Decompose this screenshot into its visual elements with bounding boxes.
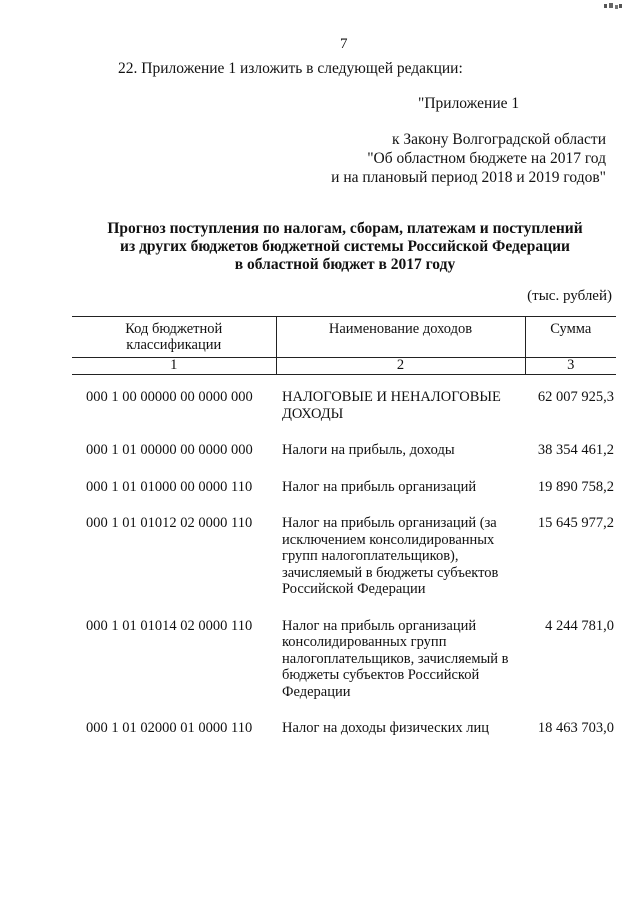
row-code: 000 1 01 02000 01 0000 110 xyxy=(86,720,253,736)
revenue-table xyxy=(72,316,616,737)
row-code: 000 1 01 01012 02 0000 110 xyxy=(86,515,253,531)
row-code: 000 1 00 00000 00 0000 000 xyxy=(86,389,253,405)
row-name: Налог на прибыль организаций (за исключением консолидированных групп налогоплательщиков), зачисляемый в бюджеты субъектов Российской Федерации xyxy=(282,515,499,597)
table-row xyxy=(72,720,616,737)
row-name: Налог на доходы физических лиц xyxy=(282,720,490,736)
column-number: 2 xyxy=(276,358,525,375)
row-name: Налог на прибыль организаций xyxy=(282,478,477,495)
row-sum: 62 007 925,3 xyxy=(537,389,614,405)
row-code: 000 1 01 00000 00 0000 000 xyxy=(86,442,253,458)
row-code: 000 1 01 01014 02 0000 110 xyxy=(86,617,253,634)
row-name: НАЛОГОВЫЕ И НЕНАЛОГОВЫЕ ДОХОДЫ xyxy=(282,389,501,422)
header-name: Наименование доходов xyxy=(276,317,525,358)
units-label: (тыс. рублей) xyxy=(527,288,612,304)
scan-speck xyxy=(604,3,622,10)
law-reference-line: к Закону Волгоградской области xyxy=(391,131,606,148)
table-row xyxy=(72,389,616,422)
law-reference xyxy=(306,130,606,187)
column-number: 3 xyxy=(525,358,616,375)
column-number-row xyxy=(72,358,616,375)
row-sum: 15 645 977,2 xyxy=(537,515,614,531)
appendix-label: "Приложение 1 xyxy=(418,95,520,112)
table-row xyxy=(72,479,616,496)
document-title xyxy=(0,220,640,274)
table-header-row xyxy=(72,317,616,358)
table-row xyxy=(72,515,616,598)
header-sum: Сумма xyxy=(525,317,616,358)
row-name: Налог на прибыль организаций консолидированных групп налогоплательщиков, зачисляемый в бюджеты субъектов Российской Федерации xyxy=(282,617,509,700)
row-code: 000 1 01 01000 00 0000 110 xyxy=(86,478,253,495)
table-row xyxy=(72,442,616,459)
title-line: в областной бюджет в 2017 году xyxy=(234,256,456,273)
row-sum: 18 463 703,0 xyxy=(537,720,614,736)
law-reference-line: "Об областном бюджете на 2017 год xyxy=(367,150,606,167)
row-sum: 38 354 461,2 xyxy=(537,442,614,458)
row-sum: 19 890 758,2 xyxy=(537,478,614,495)
page-number: 7 xyxy=(340,36,348,52)
title-line: Прогноз поступления по налогам, сборам, платежам и поступлений xyxy=(107,220,583,237)
header-code: Код бюджетной классификации xyxy=(72,317,276,358)
title-line: из других бюджетов бюджетной системы Российской Федерации xyxy=(120,238,570,255)
column-number: 1 xyxy=(72,358,276,375)
row-name: Налоги на прибыль, доходы xyxy=(282,442,455,458)
intro-text: 22. Приложение 1 изложить в следующей редакции: xyxy=(118,60,463,77)
row-sum: 4 244 781,0 xyxy=(545,617,614,634)
table-row xyxy=(72,618,616,701)
law-reference-line: и на плановый период 2018 и 2019 годов" xyxy=(331,169,606,186)
